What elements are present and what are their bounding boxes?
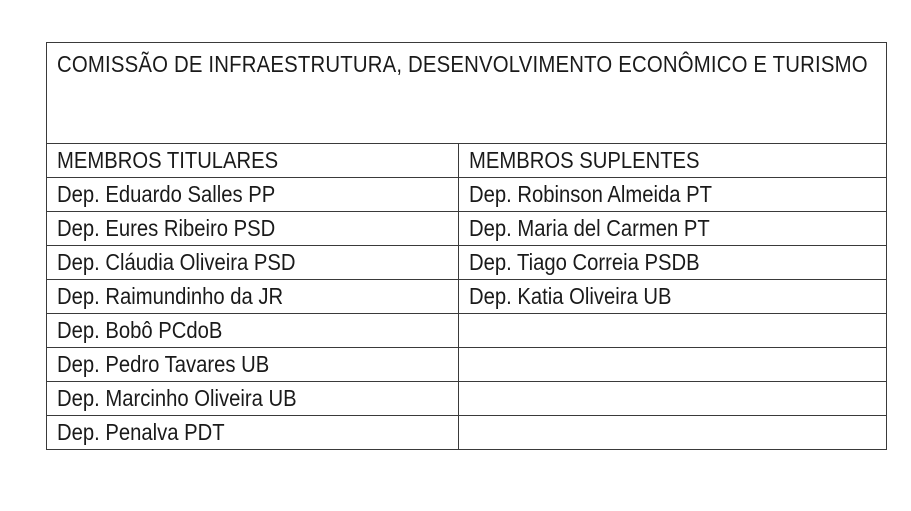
header-suplentes: MEMBROS SUPLENTES [469, 147, 701, 173]
empty-suplente-cell [459, 348, 887, 382]
suplente-name: Dep. Tiago Correia PSDB [469, 249, 701, 275]
committee-title: COMISSÃO DE INFRAESTRUTURA, DESENVOLVIMENTO ECONÔMICO E TURISMO [57, 51, 868, 77]
header-suplentes-cell [459, 144, 887, 178]
titular-cell [47, 416, 459, 450]
table-row [47, 280, 887, 314]
header-titulares-cell [47, 144, 459, 178]
table-row [47, 382, 887, 416]
header-row [47, 144, 887, 178]
suplente-cell [459, 246, 887, 280]
suplente-cell [459, 280, 887, 314]
titular-name: Dep. Bobô PCdoB [57, 317, 223, 343]
suplente-name: Dep. Maria del Carmen PT [469, 215, 711, 241]
titular-cell [47, 246, 459, 280]
table-row [47, 212, 887, 246]
suplente-name: Dep. Robinson Almeida PT [469, 181, 713, 207]
titular-name: Dep. Penalva PDT [57, 419, 225, 445]
table-row [47, 416, 887, 450]
titular-name: Dep. Marcinho Oliveira UB [57, 385, 297, 411]
titular-name: Dep. Raimundinho da JR [57, 283, 284, 309]
titular-name: Dep. Eduardo Salles PP [57, 181, 276, 207]
table-row [47, 246, 887, 280]
table-row [47, 314, 887, 348]
header-titulares: MEMBROS TITULARES [57, 147, 279, 173]
empty-suplente-cell [459, 416, 887, 450]
suplente-cell [459, 212, 887, 246]
titular-name: Dep. Pedro Tavares UB [57, 351, 270, 377]
committee-title-cell [47, 43, 887, 144]
committee-table [46, 42, 887, 450]
titular-cell [47, 314, 459, 348]
suplente-name: Dep. Katia Oliveira UB [469, 283, 672, 309]
titular-cell [47, 280, 459, 314]
title-row [47, 43, 887, 144]
suplente-cell [459, 178, 887, 212]
titular-cell [47, 178, 459, 212]
table-row [47, 178, 887, 212]
table-row [47, 348, 887, 382]
titular-cell [47, 212, 459, 246]
empty-suplente-cell [459, 314, 887, 348]
titular-cell [47, 382, 459, 416]
titular-cell [47, 348, 459, 382]
titular-name: Dep. Eures Ribeiro PSD [57, 215, 276, 241]
titular-name: Dep. Cláudia Oliveira PSD [57, 249, 296, 275]
empty-suplente-cell [459, 382, 887, 416]
